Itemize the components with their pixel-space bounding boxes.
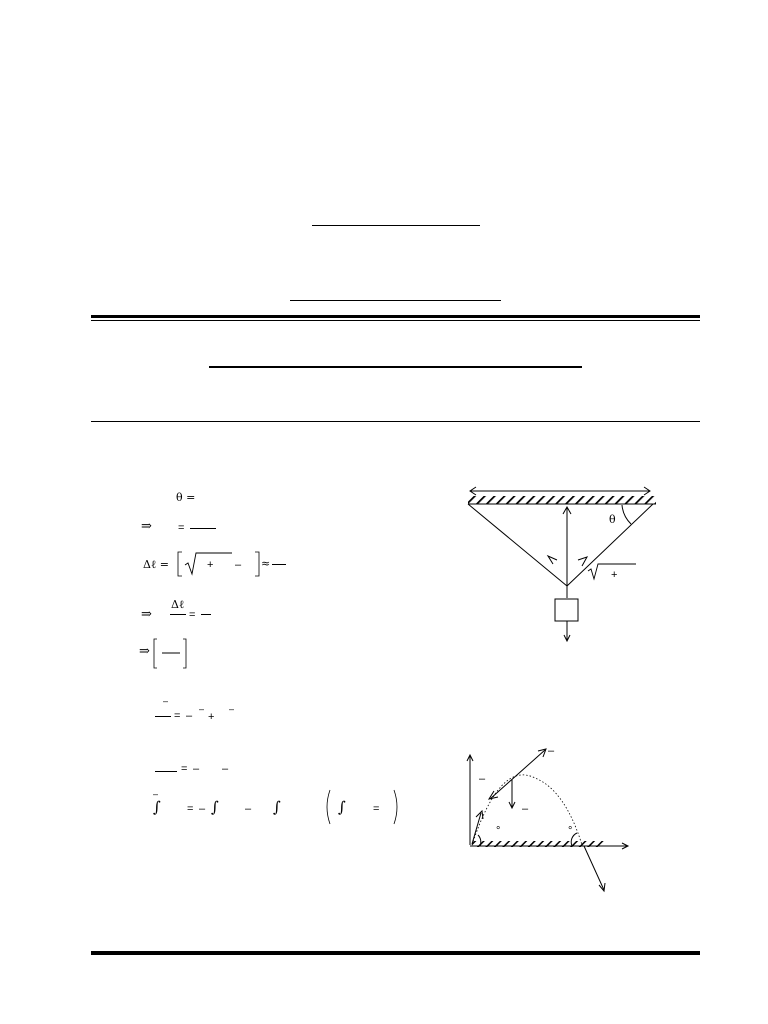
plus-sign: + <box>611 569 618 581</box>
section-title-underline <box>209 366 582 368</box>
minus-label: – <box>479 773 486 785</box>
plus-sign: + <box>207 559 214 571</box>
equals-sign: = <box>178 522 185 534</box>
parenthesis-group <box>324 788 404 828</box>
bracket-fraction <box>152 638 192 670</box>
minus-sign: – <box>222 763 229 775</box>
angle-theta-label: θ <box>609 513 616 526</box>
delta-l-label: Δℓ = <box>143 558 169 571</box>
fraction-bar <box>170 614 186 615</box>
theta-equation: θ = <box>176 491 196 504</box>
minus-sign: – <box>186 710 193 722</box>
minus-sign: – <box>199 803 206 815</box>
integral-sign: ∫ <box>338 798 346 816</box>
diagram-projectile-figure <box>460 745 640 895</box>
fraction-bar <box>190 528 216 529</box>
minus-sign: – <box>245 803 252 815</box>
section-separator <box>91 421 700 422</box>
header-underline-1 <box>312 225 480 226</box>
fraction-bar <box>272 564 286 565</box>
fraction-bar <box>155 771 177 772</box>
minus-label: – <box>548 745 555 757</box>
footer-rule <box>91 951 700 955</box>
overbar-minus: – <box>229 704 235 714</box>
delta-l-numerator: Δℓ <box>171 598 185 611</box>
implies-symbol: ⇒ <box>141 519 152 534</box>
equals-sign: = <box>187 803 194 815</box>
degree-label: ° <box>496 825 501 837</box>
integral-sign: ∫ <box>153 798 161 816</box>
equals-sign: = <box>373 803 380 815</box>
minus-sign: – <box>235 559 242 571</box>
fraction-bar <box>201 614 211 615</box>
minus-sign: – <box>193 763 200 775</box>
overbar-minus: – <box>163 696 169 706</box>
integral-sign: ∫ <box>273 798 281 816</box>
equals-sign: = <box>189 609 196 621</box>
implies-symbol: ⇒ <box>139 644 150 659</box>
integral-sign: ∫ <box>211 798 219 816</box>
double-rule-thick <box>91 315 700 318</box>
plus-sign: + <box>208 711 215 723</box>
equals-sign: = <box>181 763 188 775</box>
overbar-minus: – <box>199 704 205 714</box>
fraction-bar <box>155 716 171 717</box>
equals-sign: = <box>174 710 181 722</box>
minus-label: – <box>522 803 529 815</box>
diagram-hanging-mass-figure <box>460 480 680 650</box>
implies-symbol: ⇒ <box>141 607 152 622</box>
overbar-minus: – <box>153 789 159 799</box>
degree-label: ° <box>568 825 573 837</box>
double-rule-thin <box>91 320 700 321</box>
approx-sign: ≈ <box>261 557 271 570</box>
header-underline-2 <box>290 300 501 301</box>
